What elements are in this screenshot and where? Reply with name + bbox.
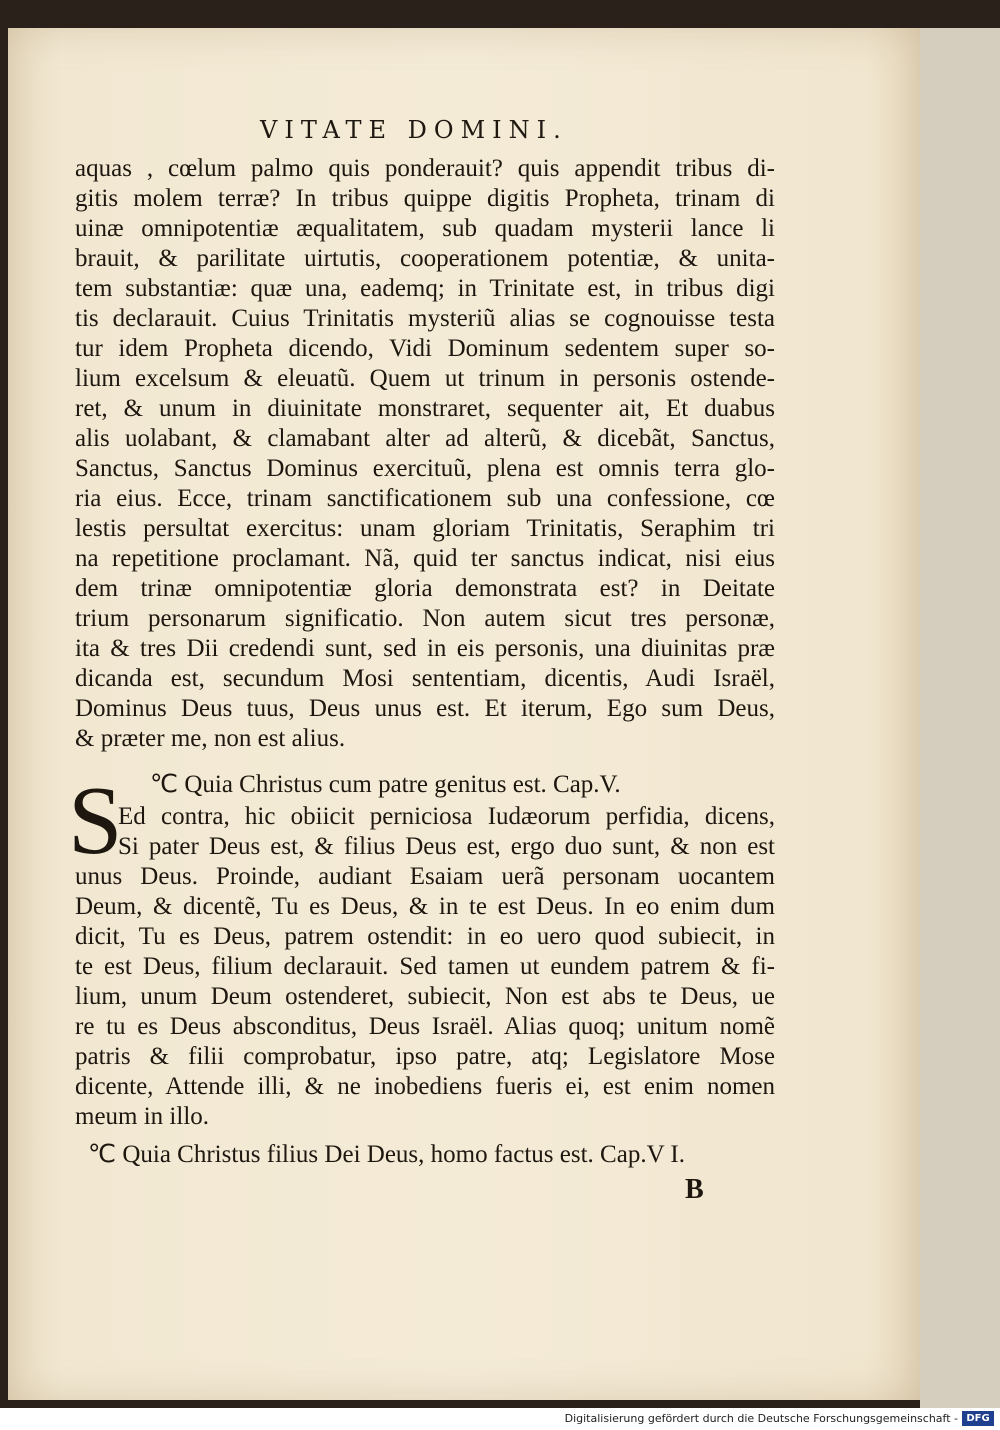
chapter-heading: ℃ Quia Christus cum patre genitus est. Cap.V. xyxy=(150,771,621,798)
text-line: re tu es Deus absconditus, Deus Israël. Alias quoq; unitum nomẽ xyxy=(75,1013,775,1040)
text-line: Si pater Deus est, & filius Deus est, ergo duo sunt, & non est xyxy=(118,833,775,860)
text-line: aquas , cœlum palmo quis ponderauit? quis appendit tribus di- xyxy=(75,155,775,182)
text-line: lium excelsum & eleuatũ. Quem ut trinum in personis ostende- xyxy=(75,365,775,392)
text-line: te est Deus, filium declarauit. Sed tamen ut eundem patrem & fi- xyxy=(75,953,775,980)
text-line: Deum, & dicentẽ, Tu es Deus, & in te est Deus. In eo enim dum xyxy=(75,893,775,920)
text-line: lestis persultat exercitus: unam gloriam Trinitatis, Seraphim tri xyxy=(75,515,775,542)
chapter-heading: ℃ Quia Christus filius Dei Deus, homo factus est. Cap.V I. xyxy=(88,1141,685,1168)
footer-bar xyxy=(0,1408,1000,1430)
text-line: Ed contra, hic obiicit perniciosa Iudæorum perfidia, dicens, xyxy=(118,803,775,830)
drop-initial: S xyxy=(68,767,123,875)
text-line: dicente, Attende illi, & ne inobediens fueris ei, est enim nomen xyxy=(75,1073,775,1100)
text-line: dem trinæ omnipotentiæ gloria demonstrata est? in Deitate xyxy=(75,575,775,602)
text-line: lium, unum Deum ostenderet, subiecit, Non est abs te Deus, ue xyxy=(75,983,775,1010)
text-line: dicanda est, secundum Mosi sententiam, dicentis, Audi Israël, xyxy=(75,665,775,692)
text-line: tis declarauit. Cuius Trinitatis mysteriũ alias se cognouisse testa xyxy=(75,305,775,332)
text-line: & præter me, non est alius. xyxy=(75,725,346,752)
running-head: VITATE DOMINI. xyxy=(260,116,568,144)
text-line: ria eius. Ecce, trinam sanctificationem sub una confessione, cœ xyxy=(75,485,775,512)
text-line: tur idem Propheta dicendo, Vidi Dominum sedentem super so- xyxy=(75,335,775,362)
scan-margin xyxy=(920,28,1000,1408)
dfg-logo: DFG xyxy=(962,1411,994,1426)
text-line: dicit, Tu es Deus, patrem ostendit: in eo uero quod subiecit, in xyxy=(75,923,775,950)
text-line: uinæ omnipotentiæ æqualitatem, sub quadam mysterii lance li xyxy=(75,215,775,242)
text-line: Sanctus, Sanctus Dominus exercituũ, plena est omnis terra glo- xyxy=(75,455,775,482)
text-line: na repetitione proclamant. Nã, quid ter sanctus indicat, nisi eius xyxy=(75,545,775,572)
text-line: brauit, & parilitate uirtutis, cooperationem potentiæ, & unita- xyxy=(75,245,775,272)
text-line: patris & filii comprobatur, ipso patre, atq; Legislatore Mose xyxy=(75,1043,775,1070)
text-line: meum in illo. xyxy=(75,1103,210,1130)
text-line: alis uolabant, & clamabant alter ad alterũ, & dicebãt, Sanctus, xyxy=(75,425,775,452)
text-line: unus Deus. Proinde, audiant Esaiam uerã personam uocantem xyxy=(75,863,775,890)
text-line: Dominus Deus tuus, Deus unus est. Et iterum, Ego sum Deus, xyxy=(75,695,775,722)
text-line: ret, & unum in diuinitate monstraret, sequenter ait, Et duabus xyxy=(75,395,775,422)
text-line: ita & tres Dii credendi sunt, sed in eis personis, una diuinitas præ xyxy=(75,635,775,662)
text-line: tem substantiæ: quæ una, eademq; in Trinitate est, in tribus digi xyxy=(75,275,775,302)
text-line: gitis molem terræ? In tribus quippe digitis Propheta, trinam di xyxy=(75,185,775,212)
funding-note: Digitalisierung gefördert durch die Deutsche Forschungsgemeinschaft - xyxy=(564,1412,958,1425)
text-line: trium personarum significatio. Non autem sicut tres personæ, xyxy=(75,605,775,632)
signature-mark: B xyxy=(685,1174,704,1205)
